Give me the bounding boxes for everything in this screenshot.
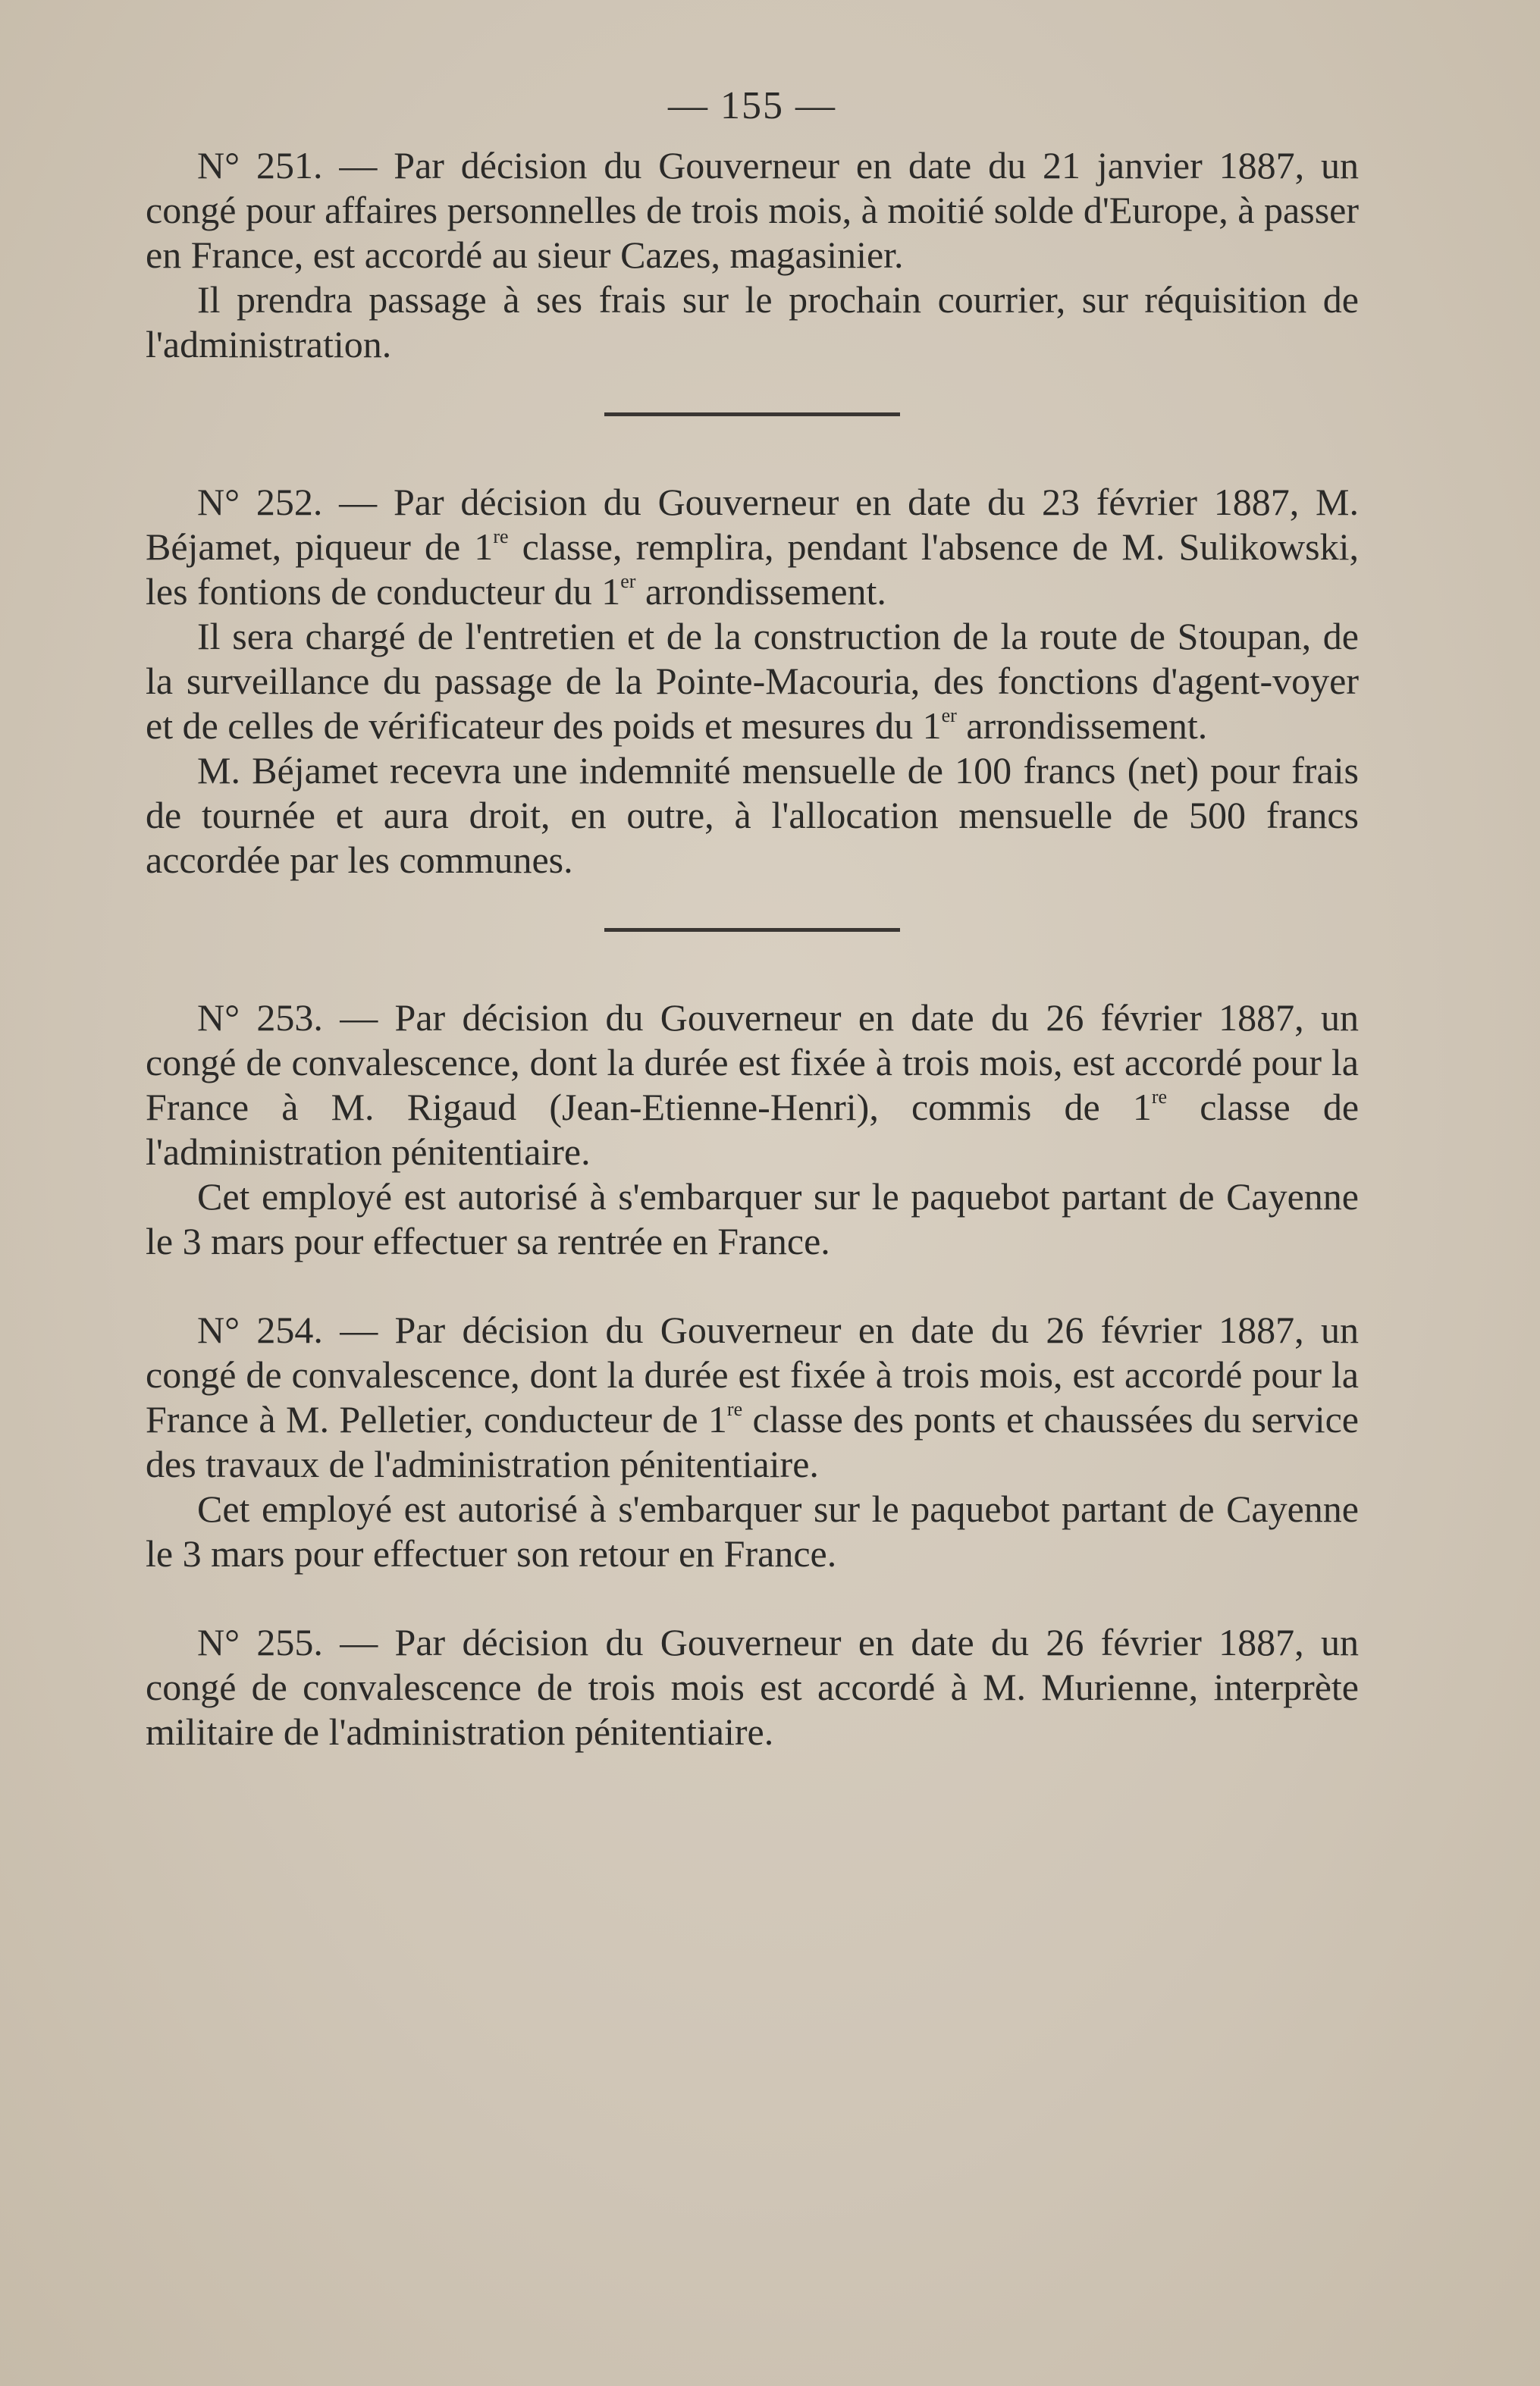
text-run: N° 253. — Par décision du Gouverneur en date du 26 février 1887, un congé de convalescence, dont la durée est fixée à trois mois, est accordé pour la France à M. Rigaud (Jean-Etienne-Henri), commis de 1 [146,996,1359,1128]
paragraph: N° 251. — Par décision du Gouverneur en date du 21 janvier 1887, un congé pour affaires personnelles de trois mois, à moitié solde d'Europe, à passer en France, est accordé au sieur Cazes, magasinier. [146,144,1359,276]
section-divider [604,412,900,416]
text-run: N° 252. — Par décision du Gouverneur en date du 23 février 1887, M. Béjamet, piqueur de 1 [146,481,1359,568]
paragraph: M. Béjamet recevra une indemnité mensuelle de 100 francs (net) pour frais de tournée et aura droit, en outre, à l'allocation mensuelle de 500 francs accordée par les communes. [146,749,1359,881]
ordinal-suffix: re [1151,1086,1168,1108]
ordinal-suffix: er [941,704,957,726]
paragraph: Il prendra passage à ses frais sur le prochain courrier, sur réquisition de l'administration. [146,278,1359,365]
paragraph: N° 255. — Par décision du Gouverneur en date du 26 février 1887, un congé de convalescence de trois mois est accordé à M. Murienne, interprète militaire de l'administration pénitentiaire. [146,1621,1359,1753]
paragraph [146,995,1359,1174]
paragraph [146,1308,1359,1487]
decision-253 [146,995,1359,1264]
decision-254 [146,1308,1359,1576]
paragraph [146,614,1359,748]
text-column [146,83,1359,1800]
text-run: N° 254. — Par décision du Gouverneur en date du 26 février 1887, un congé de convalescence, dont la durée est fixée à trois mois, est accordé pour la France à M. Pelletier, conducteur de 1 [146,1309,1359,1441]
paragraph [146,480,1359,614]
ordinal-suffix: er [620,570,636,592]
decision-255 [146,1620,1359,1754]
text-run: Il sera chargé de l'entretien et de la construction de la route de Stoupan, de la surveillance du passage de la Pointe-Macouria, des fonctions d'agent-voyer et de celles de vérificateur des poids et mesures du 1 [146,615,1359,747]
text-run: arrondissement. [956,704,1208,747]
decision-252 [146,480,1359,883]
text-run: classe de l'administration pénitentiaire. [146,1086,1360,1173]
ordinal-suffix: re [493,525,509,547]
page-number: — 155 — [668,84,836,127]
section-divider [604,928,900,932]
ordinal-suffix: re [726,1398,743,1420]
text-run: arrondissement. [635,570,886,613]
text-run: classe, remplira, pendant l'absence de M. Sulikowski, les fontions de conducteur du 1 [146,525,1359,613]
text-run: classe des ponts et chaussées du service des travaux de l'administration pénitentiaire. [146,1398,1359,1485]
paragraph: Cet employé est autorisé à s'embarquer sur le paquebot partant de Cayenne le 3 mars pour effectuer sa rentrée en France. [146,1175,1359,1262]
decision-251 [146,143,1359,367]
paragraph: Cet employé est autorisé à s'embarquer sur le paquebot partant de Cayenne le 3 mars pour effectuer son retour en France. [146,1488,1359,1575]
